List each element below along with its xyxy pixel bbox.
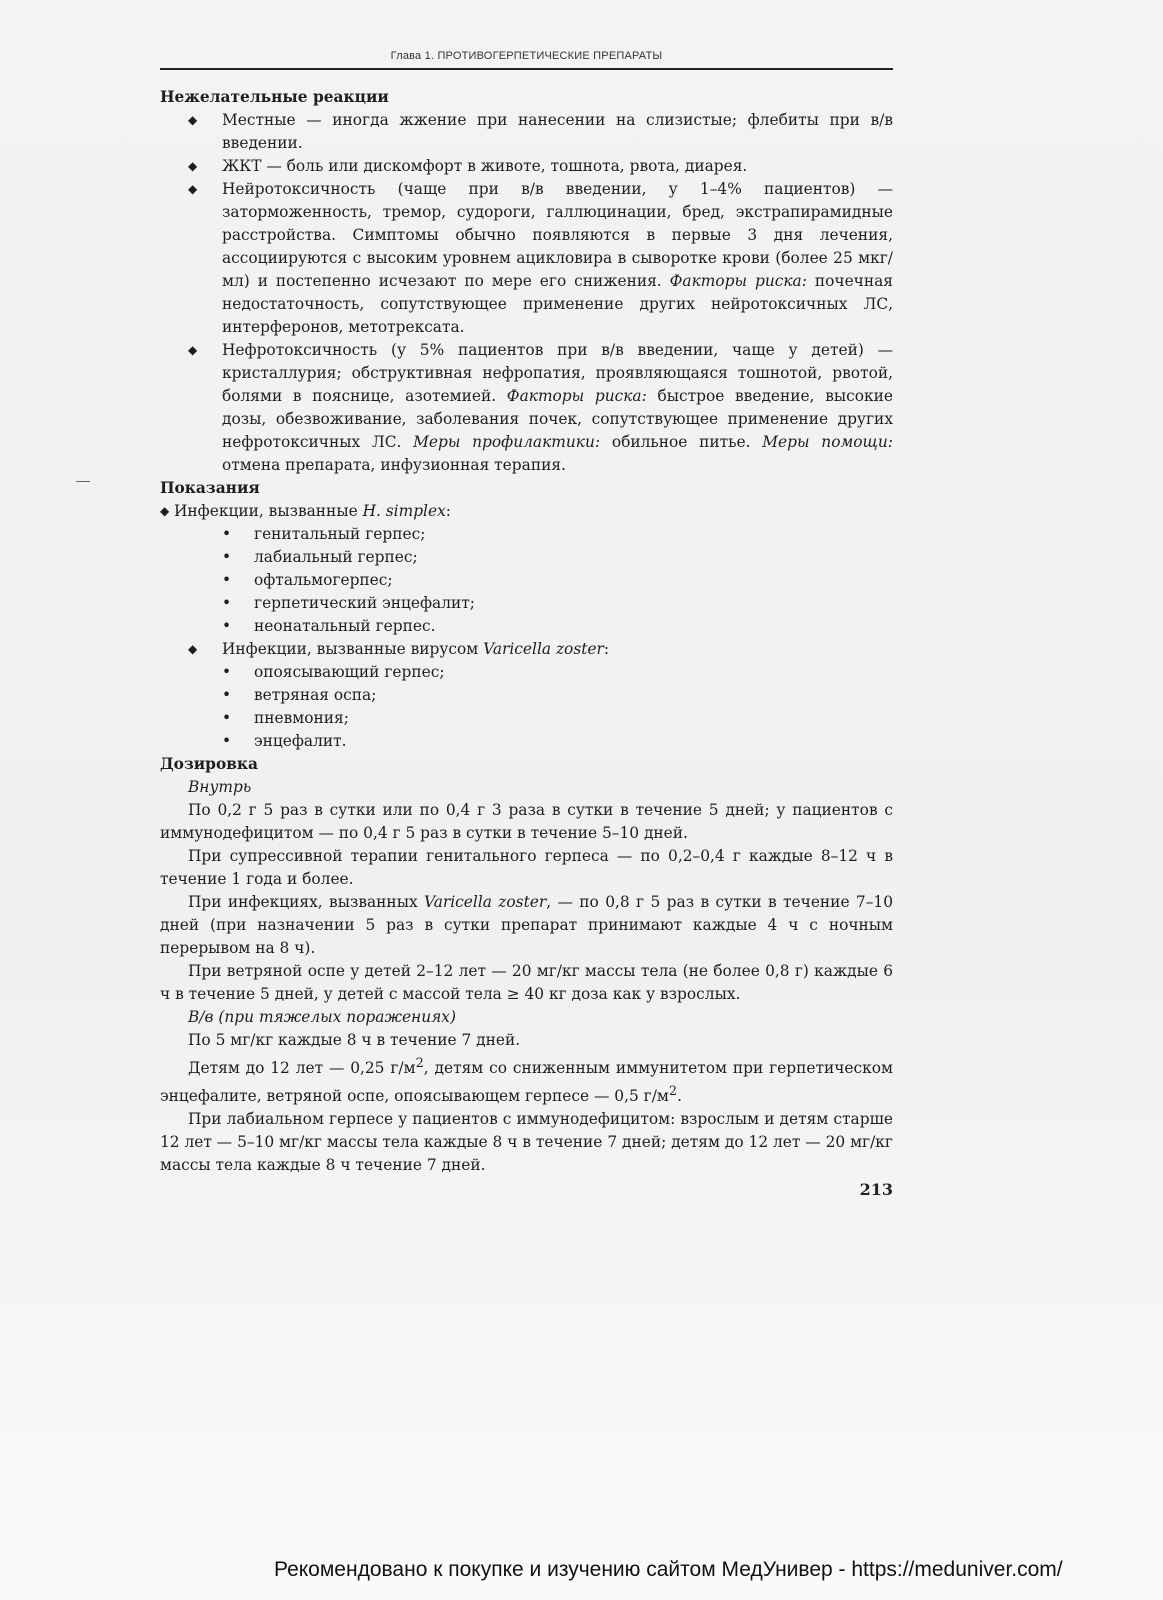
list-item: • пневмония; [160, 707, 893, 730]
dot-bullet-icon: • [222, 732, 232, 750]
dot-bullet-icon: • [222, 571, 232, 589]
diamond-bullet-icon: ◆ [188, 159, 198, 173]
diamond-bullet-icon: ◆ [188, 113, 198, 127]
indication-group: ◆ Инфекции, вызванные вирусом Varicella zoster: [160, 638, 893, 661]
paragraph: При инфекциях, вызванных Varicella zoster, — по 0,8 г 5 раз в сутки в течение 7–10 дней (при назначении 5 раз в сутки препарат принимают каждые 4 ч с ночным перерывом на 8 ч). [160, 893, 894, 957]
paragraph: По 5 мг/кг каждые 8 ч в течение 7 дней. [188, 1031, 521, 1049]
list-item: • лабиальный герпес; [160, 546, 893, 569]
list-item: • герпетический энцефалит; [160, 592, 893, 615]
paragraph: При ветряной оспе у детей 2–12 лет — 20 мг/кг массы тела (не более 0,8 г) каждые 6 ч в течение 5 дней, у детей с массой тела ≥ 40 кг доза как у взрослых. [160, 962, 893, 1003]
indication-group: ◆ Инфекции, вызванные H. simplex: [160, 500, 893, 523]
dot-bullet-icon: • [222, 525, 232, 543]
diamond-bullet-icon: ◆ [188, 343, 198, 357]
dot-bullet-icon: • [222, 709, 232, 727]
running-head: Глава 1. ПРОТИВОГЕРПЕТИЧЕСКИЕ ПРЕПАРАТЫ [390, 50, 663, 62]
diamond-bullet-icon: ◆ [188, 182, 198, 196]
list-item: ◆ Местные — иногда жжение при нанесении на слизистые; флебиты при в/в введении. [188, 111, 893, 152]
route-label-iv: В/в (при тяжелых поражениях) [188, 1008, 456, 1026]
footer-watermark: Рекомендовано к покупке и изучению сайтом МедУнивер - https://meduniver.com/ [274, 1558, 1063, 1581]
paragraph: При лабиальном герпесе у пациентов с иммунодефицитом: взрослым и детям старше 12 лет — 5–10 мг/кг массы тела каждые 8 ч в течение 7 дней; детям до 12 лет — 20 мг/кг массы тела каждые 8 ч течение 7 дней. [160, 1110, 893, 1175]
section-heading-indications: Показания [160, 479, 260, 497]
list-item: • опоясывающий герпес; [160, 661, 893, 684]
list-item: ◆ Нефротоксичность (у 5% пациентов при в/в введении, чаще у детей) — кристаллурия; обструктивная нефропатия, проявляющаяся тошнотой, рвотой, болями в пояснице, азотемией. Факторы риска: быстрое введение, высокие дозы, обезвоживание, заболевания почек, сопутствующее применение других нефротоксичных ЛС. Меры профилактики: обильное питье. Меры помощи: отмена препарата, инфузионная терапия. [188, 341, 893, 474]
dot-bullet-icon: • [222, 686, 232, 704]
list-item: • офтальмогерпес; [160, 569, 893, 592]
list-item: ◆ Нейротоксичность (чаще при в/в введении, у 1–4% пациентов) — заторможенность, тремор, судороги, галлюцинации, бред, экстрапирамидные расстройства. Симптомы обычно появляются в первые 3 дня лечения, ассоциируются с высоким уровнем ацикловира в сыворотке крови (более 25 мкг/мл) и постепенно исчезают по мере его снижения. Факторы риска: почечная недостаточность, сопутствующее применение других нейротоксичных ЛС, интерферонов, метотрексата. [188, 180, 893, 336]
dot-bullet-icon: • [222, 663, 232, 681]
list-item: • энцефалит. [160, 730, 893, 753]
section-heading-adverse: Нежелательные реакции [160, 88, 389, 106]
header-rule [160, 68, 893, 70]
dot-bullet-icon: • [222, 548, 232, 566]
section-heading-dosage: Дозировка [160, 755, 258, 773]
list-item: ◆ ЖКТ — боль или дискомфорт в животе, тошнота, рвота, диарея. [160, 155, 893, 178]
dot-bullet-icon: • [222, 617, 232, 635]
paragraph: При супрессивной терапии генитального герпеса — по 0,2–0,4 г каждые 8–12 ч в течение 1 года и более. [160, 847, 893, 888]
page-body [160, 86, 893, 1177]
page-number: 213 [859, 1180, 893, 1199]
dot-bullet-icon: • [222, 594, 232, 612]
paragraph: Детям до 12 лет — 0,25 $г/м^2$, детям со сниженным иммунитетом при герпетическом энцефалите, ветряной оспе, опоясывающем герпесе — 0,5 $г/м^2$. [160, 1056, 893, 1106]
paragraph: По 0,2 г 5 раз в сутки или по 0,4 г 3 раза в сутки в течение 5 дней; у пациентов с иммунодефицитом — по 0,4 г 5 раз в сутки в течение 5–10 дней. [160, 801, 893, 842]
list-item: • ветряная оспа; [160, 684, 893, 707]
diamond-bullet-icon: ◆ [188, 642, 198, 656]
list-item: • неонатальный герпес. [160, 615, 893, 638]
margin-mark [76, 481, 90, 482]
route-label-oral: Внутрь [188, 778, 252, 796]
diamond-bullet-icon: ◆ [160, 504, 170, 518]
list-item: • генитальный герпес; [160, 523, 893, 546]
